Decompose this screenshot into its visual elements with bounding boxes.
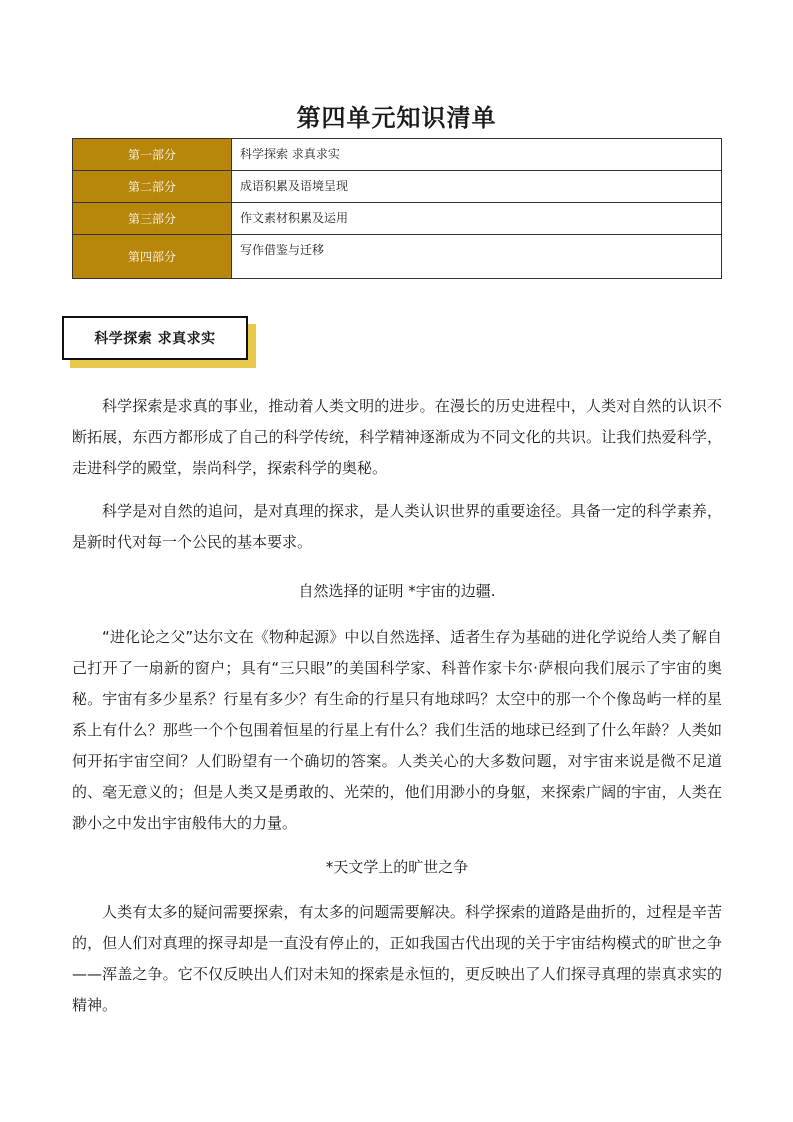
part-topic: 科学探索 求真求实 <box>232 139 722 171</box>
table-row <box>73 235 722 279</box>
paragraph-intro: 科学探索是求真的事业，推动着人类文明的进步。在漫长的历史进程中，人类对自然的认识不断拓展，东西方都形成了自己的科学传统，科学精神逐渐成为不同文化的共识。让我们热爱科学，走进科学的殿堂，崇尚科学，探索科学的奥秘。 <box>72 397 722 477</box>
contents-table <box>72 138 722 279</box>
paragraph-exploration: 人类有太多的疑问需要探索，有太多的问题需要解决。科学探索的道路是曲折的，过程是辛苦的，但人们对真理的探寻却是一直没有停止的，正如我国古代出现的关于宇宙结构模式的旷世之争——浑盖之争。它不仅反映出人们对未知的探索是永恒的，更反映出了人们探寻真理的崇真求实的精神。 <box>72 903 722 1014</box>
table-row <box>73 139 722 171</box>
subheading-lessons: 自然选择的证明 *宇宙的边疆. <box>298 582 496 600</box>
part-label: 第四部分 <box>73 235 232 279</box>
table-row <box>73 171 722 203</box>
page-title: 第四单元知识清单 <box>296 103 497 132</box>
table-row <box>73 203 722 235</box>
subheading-astronomy: *天文学上的旷世之争 <box>325 858 469 876</box>
part-label: 第一部分 <box>73 139 232 171</box>
section-heading: 科学探索 求真求实 <box>62 316 248 360</box>
part-label: 第三部分 <box>73 203 232 235</box>
part-label: 第二部分 <box>73 171 232 203</box>
part-topic: 写作借鉴与迁移 <box>232 235 722 279</box>
part-topic: 成语积累及语境呈现 <box>232 171 722 203</box>
paragraph-science: 科学是对自然的追问，是对真理的探求，是人类认识世界的重要途径。具备一定的科学素养，是新时代对每一个公民的基本要求。 <box>72 502 722 551</box>
paragraph-evolution: “进化论之父”达尔文在《物种起源》中以自然选择、适者生存为基础的进化学说给人类了解自己打开了一扇新的窗户；具有“三只眼”的美国科学家、科普作家卡尔·萨根向我们展示了宇宙的奥秘。宇宙有多少星系？行星有多少？有生命的行星只有地球吗？太空中的那一个个像岛屿一样的星系上有什么？那些一个个包围着恒星的行星上有什么？我们生活的地球已经到了什么年龄？人类如何开拓宇宙空间？人们盼望有一个确切的答案。人类关心的大多数问题，对宇宙来说是微不足道的、毫无意义的；但是人类又是勇敢的、光荣的，他们用渺小的身躯，来探索广阔的宇宙，人类在渺小之中发出宇宙般伟大的力量。 <box>72 628 722 832</box>
part-topic: 作文素材积累及运用 <box>232 203 722 235</box>
